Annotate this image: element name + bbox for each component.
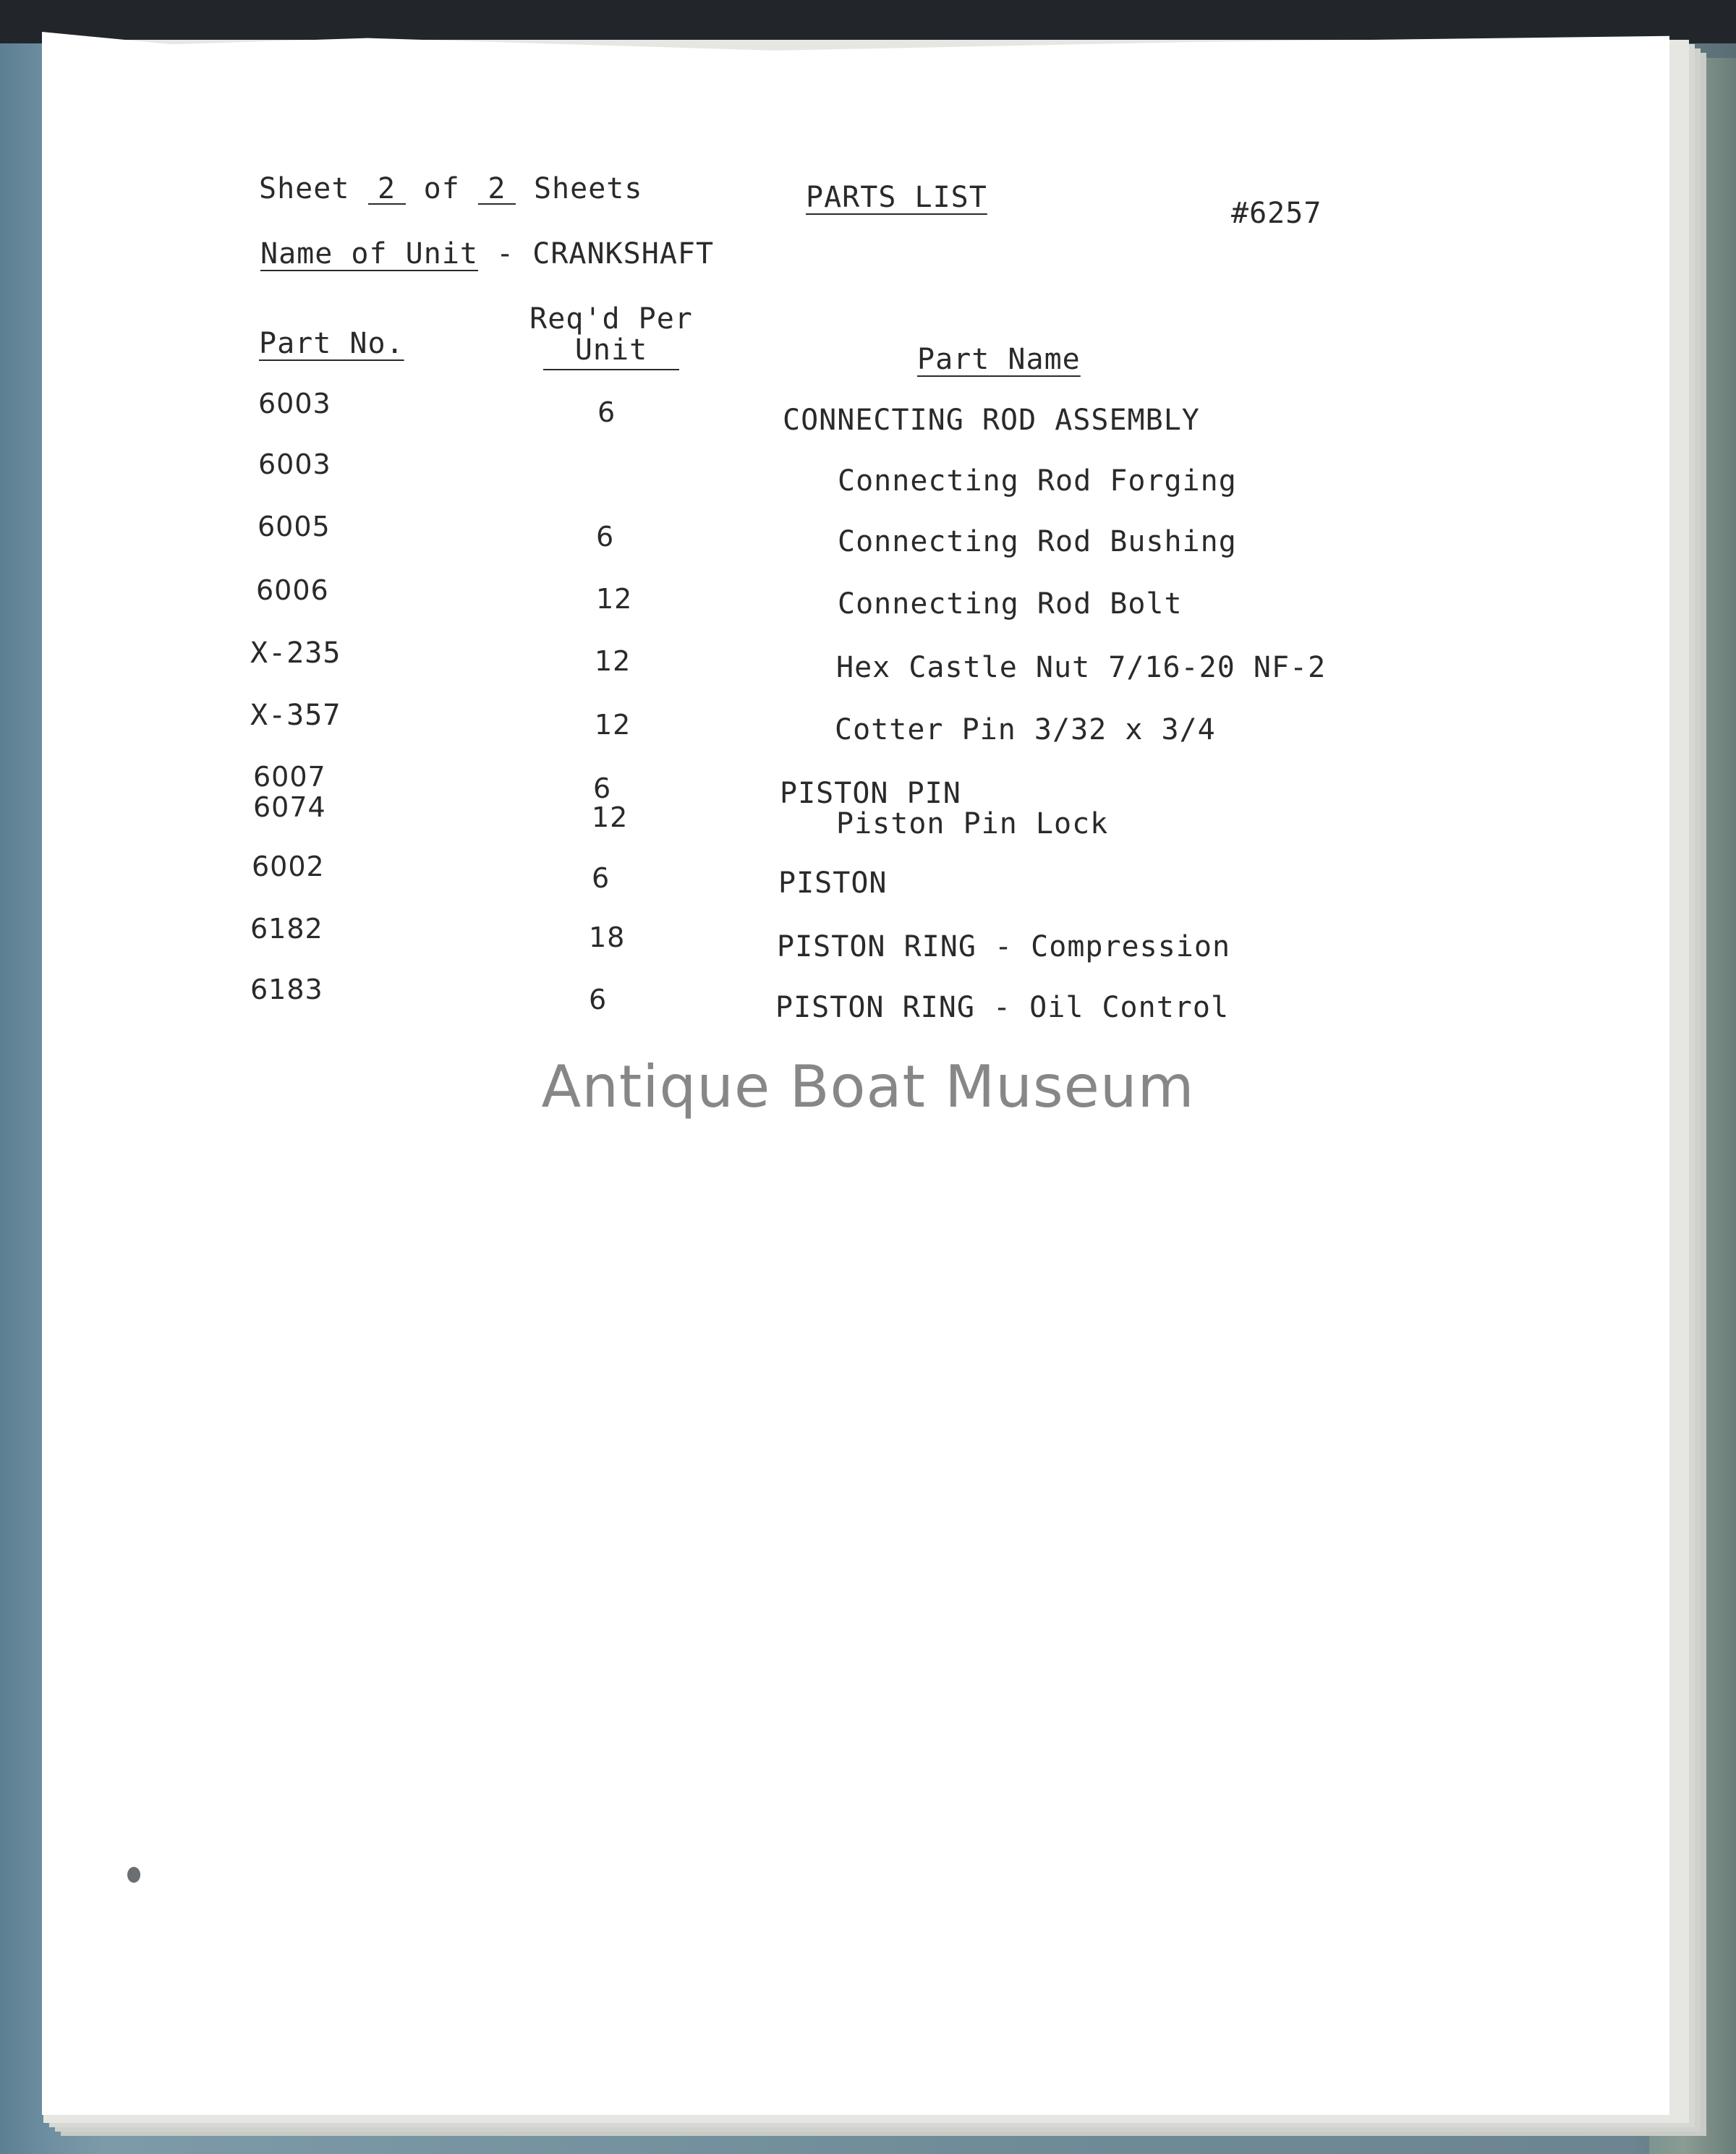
watermark: Antique Boat Museum <box>541 1053 1195 1120</box>
column-header-part-name: Part Name <box>917 343 1081 376</box>
part-name: PISTON <box>778 867 888 900</box>
sheet-number: 2 <box>368 174 406 205</box>
part-number: 6003 <box>258 388 331 420</box>
column-header-reqd-line1: Req'd Per <box>529 302 693 336</box>
quantity: 6 <box>597 396 616 428</box>
part-number: 6002 <box>252 851 325 882</box>
part-name: Connecting Rod Bushing <box>838 525 1237 558</box>
quantity: 12 <box>595 645 631 677</box>
part-name: Piston Pin Lock <box>836 807 1109 840</box>
column-header-reqd <box>506 304 716 370</box>
part-number: X-357 <box>250 699 341 732</box>
sheet-total: 2 <box>478 174 516 205</box>
unit-name: CRANKSHAFT <box>532 237 715 271</box>
quantity: 12 <box>592 801 629 833</box>
part-number: 6003 <box>258 448 331 480</box>
sheets-label: Sheets <box>533 172 643 205</box>
part-name: PISTON RING - Oil Control <box>775 991 1230 1024</box>
part-number: 6183 <box>250 974 323 1005</box>
sheet-prefix: Sheet <box>259 172 350 205</box>
punch-hole <box>127 1867 140 1883</box>
part-name: CONNECTING ROD ASSEMBLY <box>783 404 1200 437</box>
part-name: Cotter Pin 3/32 x 3/4 <box>835 713 1216 746</box>
quantity: 18 <box>589 921 626 953</box>
column-header-reqd-line2: Unit <box>543 335 679 370</box>
part-number: 6005 <box>258 511 331 542</box>
of-label: of <box>423 172 460 205</box>
quantity: 6 <box>592 862 610 894</box>
part-name: PISTON RING - Compression <box>777 930 1231 963</box>
quantity: 12 <box>596 583 633 615</box>
part-number: 6074 <box>253 791 326 823</box>
part-number: 6006 <box>256 574 329 606</box>
part-number: 6182 <box>250 913 323 945</box>
quantity: 12 <box>595 709 631 741</box>
sheet-counter <box>259 172 642 205</box>
part-name: Hex Castle Nut 7/16-20 NF-2 <box>836 651 1327 684</box>
part-name: PISTON PIN <box>780 777 961 810</box>
part-number: 6007 <box>253 761 326 793</box>
part-name: Connecting Rod Bolt <box>838 587 1183 621</box>
document-number: #6257 <box>1231 197 1322 230</box>
unit-separator: - <box>496 237 515 271</box>
unit-line <box>260 237 714 271</box>
unit-label: Name of Unit <box>260 237 478 271</box>
part-name: Connecting Rod Forging <box>838 464 1237 498</box>
document-title: PARTS LIST <box>806 181 987 214</box>
part-number: X-235 <box>250 637 341 670</box>
quantity: 6 <box>589 984 608 1016</box>
quantity: 6 <box>593 772 612 804</box>
column-header-part-no: Part No. <box>259 327 404 360</box>
quantity: 6 <box>596 521 615 553</box>
